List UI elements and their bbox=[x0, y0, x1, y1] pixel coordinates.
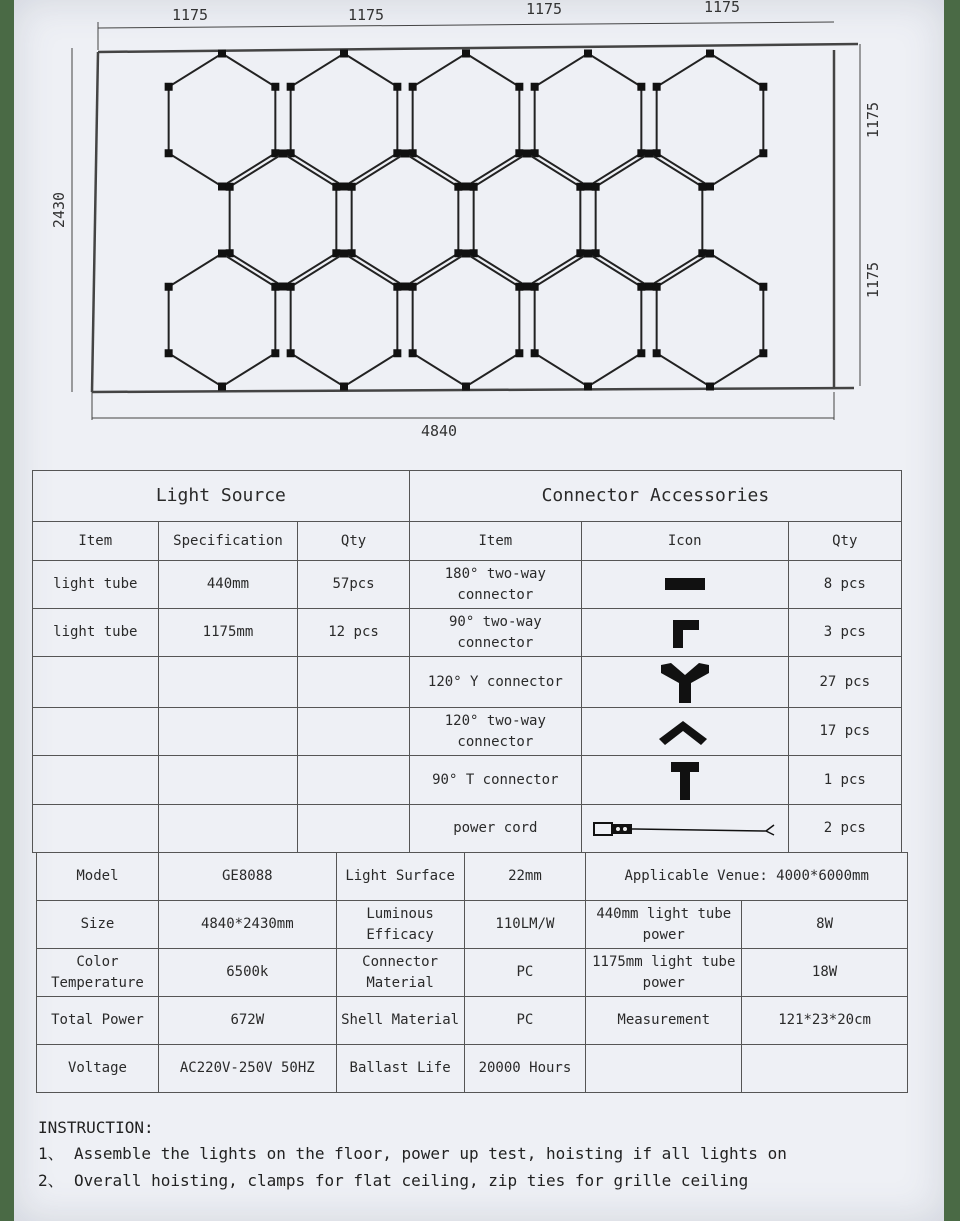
left-dim: 2430 bbox=[50, 191, 68, 229]
ls-spec: 1175mm bbox=[158, 609, 298, 657]
hexagon-layout-diagram bbox=[14, 0, 944, 450]
p440-label: 440mm light tube power bbox=[586, 901, 742, 949]
connector-node bbox=[462, 383, 470, 391]
connector-node bbox=[462, 183, 470, 191]
connector-node bbox=[584, 383, 592, 391]
connector-accessories-title: Connector Accessories bbox=[409, 471, 901, 522]
hexagon-cell bbox=[535, 54, 642, 187]
ballast-label: Ballast Life bbox=[336, 1045, 464, 1093]
ls-header-spec: Specification bbox=[158, 522, 298, 561]
connector-node bbox=[515, 83, 523, 91]
connector-node bbox=[226, 183, 234, 191]
connector-node bbox=[409, 349, 417, 357]
connector-node bbox=[462, 50, 470, 58]
connector-node bbox=[523, 283, 531, 291]
connector-node bbox=[515, 349, 523, 357]
connector-node bbox=[287, 283, 295, 291]
ca-qty: 2 pcs bbox=[788, 805, 901, 853]
connector-node bbox=[218, 250, 226, 258]
connector-node bbox=[393, 349, 401, 357]
connector-node bbox=[706, 250, 714, 258]
top-dim-1: 1175 bbox=[171, 6, 209, 24]
p1175-label: 1175mm light tube power bbox=[586, 949, 742, 997]
connector-node bbox=[698, 183, 706, 191]
hexagon-cell bbox=[535, 254, 642, 387]
ca-header-icon: Icon bbox=[581, 522, 788, 561]
connector-node bbox=[287, 349, 295, 357]
connector-node bbox=[637, 83, 645, 91]
step-number: 1、 bbox=[38, 1144, 64, 1163]
ls-qty: 57pcs bbox=[298, 561, 409, 609]
ca-qty: 17 pcs bbox=[788, 708, 901, 756]
instruction-section bbox=[38, 1118, 787, 1195]
voltage-label: Voltage bbox=[37, 1045, 159, 1093]
instruction-step bbox=[38, 1168, 787, 1191]
connector-node bbox=[706, 183, 714, 191]
connector-node bbox=[165, 83, 173, 91]
connector-node bbox=[218, 183, 226, 191]
conn-material-label: Connector Material bbox=[336, 949, 464, 997]
connector-node bbox=[218, 383, 226, 391]
connector-node bbox=[279, 150, 287, 158]
connector-node bbox=[759, 283, 767, 291]
connector-node bbox=[340, 383, 348, 391]
connector-node bbox=[584, 183, 592, 191]
connector-node bbox=[409, 83, 417, 91]
right-dim-1: 1175 bbox=[864, 101, 882, 139]
connector-node bbox=[287, 83, 295, 91]
connector-node bbox=[531, 283, 539, 291]
ls-header-qty: Qty bbox=[298, 522, 409, 561]
connector-node bbox=[332, 183, 340, 191]
connector-node bbox=[645, 283, 653, 291]
ca-qty: 3 pcs bbox=[788, 609, 901, 657]
surface-label: Light Surface bbox=[336, 853, 464, 901]
instruction-sheet bbox=[14, 0, 944, 1221]
measure-label: Measurement bbox=[586, 997, 742, 1045]
color-value: 6500k bbox=[158, 949, 336, 997]
connector-node bbox=[340, 183, 348, 191]
conn-material-value: PC bbox=[464, 949, 586, 997]
connector-node bbox=[637, 283, 645, 291]
shell-value: PC bbox=[464, 997, 586, 1045]
straight-connector-icon bbox=[581, 561, 788, 609]
connector-node bbox=[531, 349, 539, 357]
efficacy-label: Luminous Efficacy bbox=[336, 901, 464, 949]
connector-node bbox=[393, 83, 401, 91]
hexagon-cell bbox=[352, 154, 459, 287]
connector-node bbox=[409, 283, 417, 291]
ca-item: power cord bbox=[409, 805, 581, 853]
components-table bbox=[32, 470, 902, 853]
ca-item: 180° two-way connector bbox=[409, 561, 581, 609]
ballast-value: 20000 Hours bbox=[464, 1045, 586, 1093]
connector-node bbox=[584, 50, 592, 58]
connector-node bbox=[759, 149, 767, 157]
model-label: Model bbox=[37, 853, 159, 901]
connector-node bbox=[165, 283, 173, 291]
connector-node bbox=[759, 83, 767, 91]
connector-node bbox=[271, 349, 279, 357]
model-value: GE8088 bbox=[158, 853, 336, 901]
elbow-connector-icon bbox=[581, 609, 788, 657]
color-label: Color Temperature bbox=[37, 949, 159, 997]
total-power-label: Total Power bbox=[37, 997, 159, 1045]
hexagon-cell bbox=[413, 54, 520, 187]
efficacy-value: 110LM/W bbox=[464, 901, 586, 949]
ca-item: 120° two-way connector bbox=[409, 708, 581, 756]
step-number: 2、 bbox=[38, 1171, 64, 1190]
top-dim-3: 1175 bbox=[525, 0, 563, 18]
step-text: Overall hoisting, clamps for flat ceiling, zip ties for grille ceiling bbox=[74, 1171, 749, 1190]
connector-node bbox=[271, 283, 279, 291]
hexagon-cell bbox=[291, 54, 398, 187]
connector-node bbox=[637, 349, 645, 357]
connector-node bbox=[393, 283, 401, 291]
surface-value: 22mm bbox=[464, 853, 586, 901]
ca-item: 120° Y connector bbox=[409, 657, 581, 708]
instruction-title: INSTRUCTION: bbox=[38, 1118, 154, 1137]
ls-spec: 440mm bbox=[158, 561, 298, 609]
measure-value: 121*23*20cm bbox=[742, 997, 908, 1045]
connector-node bbox=[576, 183, 584, 191]
connector-node bbox=[592, 183, 600, 191]
connector-node bbox=[340, 50, 348, 58]
connector-node bbox=[706, 383, 714, 391]
connector-node bbox=[515, 283, 523, 291]
ca-item: 90° two-way connector bbox=[409, 609, 581, 657]
specifications-table bbox=[36, 852, 908, 1093]
connector-node bbox=[462, 250, 470, 258]
ca-item: 90° T connector bbox=[409, 756, 581, 805]
y-connector-icon bbox=[581, 657, 788, 708]
angle-connector-icon bbox=[581, 708, 788, 756]
venue-value: Applicable Venue: 4000*6000mm bbox=[586, 853, 908, 901]
connector-node bbox=[470, 183, 478, 191]
hexagon-cell bbox=[474, 154, 581, 287]
hexagon-cell bbox=[657, 254, 764, 387]
size-value: 4840*2430mm bbox=[158, 901, 336, 949]
connector-node bbox=[759, 349, 767, 357]
connector-node bbox=[401, 283, 409, 291]
ls-qty: 12 pcs bbox=[298, 609, 409, 657]
voltage-value: AC220V-250V 50HZ bbox=[158, 1045, 336, 1093]
t-connector-icon bbox=[581, 756, 788, 805]
connector-node bbox=[653, 349, 661, 357]
hexagon-cell bbox=[169, 54, 276, 187]
step-text: Assemble the lights on the floor, power up test, hoisting if all lights on bbox=[74, 1144, 787, 1163]
connector-node bbox=[454, 183, 462, 191]
connector-node bbox=[348, 183, 356, 191]
hexagon-cell bbox=[291, 254, 398, 387]
hexagon-cell bbox=[413, 254, 520, 387]
bottom-dim: 4840 bbox=[420, 422, 458, 440]
ls-item: light tube bbox=[33, 561, 159, 609]
power-cord-icon bbox=[581, 805, 788, 853]
connector-node bbox=[531, 83, 539, 91]
shell-label: Shell Material bbox=[336, 997, 464, 1045]
hexagon-cell bbox=[596, 154, 703, 287]
connector-node bbox=[653, 83, 661, 91]
connector-node bbox=[165, 149, 173, 157]
hexagon-cell bbox=[657, 54, 764, 187]
connector-node bbox=[218, 50, 226, 58]
ca-qty: 27 pcs bbox=[788, 657, 901, 708]
top-dim-4: 1175 bbox=[703, 0, 741, 16]
hexagon-cell bbox=[230, 154, 337, 287]
connector-node bbox=[279, 283, 287, 291]
connector-node bbox=[584, 250, 592, 258]
p1175-value: 18W bbox=[742, 949, 908, 997]
ls-item: light tube bbox=[33, 609, 159, 657]
size-label: Size bbox=[37, 901, 159, 949]
light-source-title: Light Source bbox=[33, 471, 410, 522]
top-dim-2: 1175 bbox=[347, 6, 385, 24]
p440-value: 8W bbox=[742, 901, 908, 949]
ca-header-item: Item bbox=[409, 522, 581, 561]
instruction-step bbox=[38, 1141, 787, 1164]
connector-node bbox=[645, 150, 653, 158]
hexagon-cell bbox=[169, 254, 276, 387]
connector-node bbox=[653, 283, 661, 291]
connector-node bbox=[401, 150, 409, 158]
connector-node bbox=[271, 83, 279, 91]
connector-node bbox=[706, 50, 714, 58]
ls-header-item: Item bbox=[33, 522, 159, 561]
total-power-value: 672W bbox=[158, 997, 336, 1045]
ca-qty: 1 pcs bbox=[788, 756, 901, 805]
ca-qty: 8 pcs bbox=[788, 561, 901, 609]
connector-node bbox=[165, 349, 173, 357]
connector-node bbox=[523, 150, 531, 158]
right-dim-2: 1175 bbox=[864, 261, 882, 299]
ca-header-qty: Qty bbox=[788, 522, 901, 561]
connector-node bbox=[340, 250, 348, 258]
